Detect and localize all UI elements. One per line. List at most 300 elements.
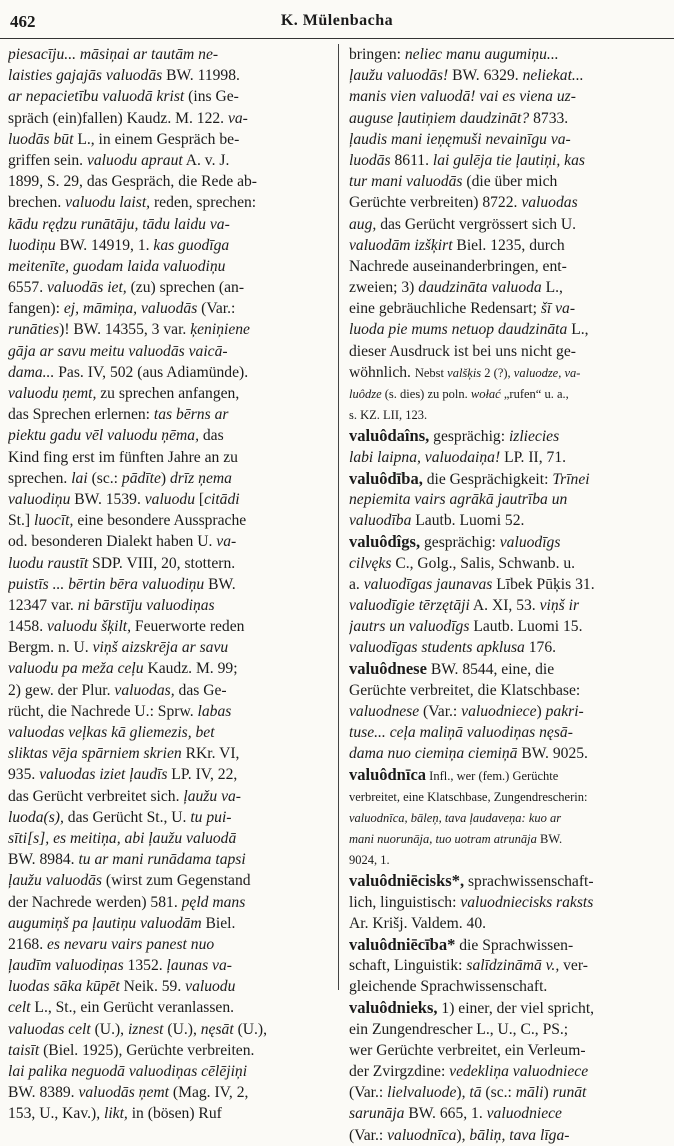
text-segment: 1899, S. 29, das Gespräch, die Rede ab-: [8, 173, 258, 191]
text-line: [8, 44, 326, 65]
text-segment: valuodās iet,: [46, 279, 127, 297]
text-segment: [: [195, 490, 205, 508]
text-segment: LP. IV, 22,: [167, 766, 238, 784]
text-line: [8, 150, 326, 171]
text-line: [349, 1103, 667, 1124]
text-segment: BW. 8984.: [8, 851, 79, 869]
text-segment: (U.),: [233, 1020, 268, 1038]
text-line: [8, 214, 326, 235]
text-line: [8, 447, 326, 468]
text-segment: 9024, 1.: [349, 853, 390, 868]
text-segment: valuodniece: [486, 1105, 562, 1123]
text-segment: valšķis: [447, 365, 482, 380]
text-segment: 2) gew. der Plur.: [8, 681, 115, 699]
text-segment: (U.),: [90, 1020, 128, 1038]
text-segment: valuodu šķilt,: [46, 618, 132, 636]
text-segment: valuodze, va-: [513, 365, 581, 380]
text-segment: tur mani valuodās: [349, 173, 463, 191]
text-segment: das Gerücht vergrössert sich U.: [376, 215, 577, 233]
text-segment: sprachwissenschaft-: [464, 873, 594, 891]
text-segment: aug,: [349, 215, 377, 233]
text-segment: va-: [216, 533, 237, 551]
text-segment: valuodu ņemt,: [8, 385, 97, 402]
text-segment: wöhnlich.: [349, 363, 415, 381]
text-line: [349, 1125, 667, 1146]
text-line: [8, 298, 326, 319]
text-segment: 12347 var.: [8, 596, 78, 614]
text-segment: iznest: [127, 1020, 164, 1038]
text-segment: ļaudis mani ieņęmuši nevainīgu va-: [349, 130, 571, 148]
text-segment: 8733.: [529, 109, 569, 127]
text-segment: ļaužu va-: [183, 787, 241, 805]
text-segment: das Sprechen erlernen:: [8, 406, 154, 424]
text-segment: Neik. 59.: [119, 978, 186, 996]
text-segment: luôdze: [349, 387, 382, 401]
text-segment: valuodīgie tērzętāji: [349, 596, 470, 614]
text-line: [349, 616, 667, 637]
text-segment: puistīs ... bērtin bēra valuodiņu: [8, 575, 205, 593]
text-segment: lich, linguistisch:: [349, 893, 461, 911]
text-segment: celt: [8, 999, 31, 1017]
text-segment: nęsāt: [200, 1020, 234, 1038]
text-line: [349, 849, 667, 870]
text-segment: (wirst zum Gegenstand: [102, 872, 251, 890]
headword: valuôdaîns,: [349, 426, 430, 446]
text-line: [349, 150, 667, 171]
text-segment: L., in einem Gespräch be-: [73, 130, 240, 148]
text-segment: valuodniecisks raksts: [460, 893, 594, 911]
text-segment: ): [543, 1084, 553, 1102]
text-line: [349, 447, 667, 468]
text-line: [349, 44, 667, 65]
text-segment: Lautb. Luomi 15.: [469, 618, 583, 636]
text-segment: das Gerücht St., U.: [63, 808, 191, 826]
text-segment: ļaužu valuodās!: [349, 67, 449, 85]
text-line: [8, 1103, 326, 1124]
text-segment: fangen):: [8, 300, 64, 318]
text-segment: sīti[s], es meitiņa, abi ļaužu valuodā: [8, 829, 237, 847]
text-segment: laisties gajajās valuodās: [8, 67, 163, 85]
text-segment: tas bērns ar: [153, 406, 229, 424]
text-segment: valuodnese: [349, 702, 420, 720]
text-segment: valuodu: [185, 978, 236, 996]
text-line: [349, 192, 667, 213]
text-segment: labas: [197, 702, 232, 720]
text-line: [8, 722, 326, 743]
text-segment: ej, māmiņa, valuodās: [63, 300, 198, 318]
text-segment: tu ar mani runādama tapsi: [78, 851, 246, 869]
text-segment: neliekat...: [522, 67, 584, 85]
text-segment: pęld mans: [181, 893, 246, 911]
text-segment: daudzināta valuoda: [418, 279, 542, 297]
text-segment: runāt: [552, 1084, 587, 1102]
text-segment: luodu raustīt: [8, 554, 89, 572]
text-segment: das: [198, 427, 224, 445]
text-line: [349, 404, 667, 425]
headword: valuôdniēcisks*,: [349, 871, 465, 891]
text-segment: valuodās ņemt: [78, 1084, 169, 1102]
text-line: [8, 786, 326, 807]
text-segment: eine besondere Aussprache: [73, 512, 247, 530]
text-line: [8, 892, 326, 913]
text-line: [8, 65, 326, 86]
text-line: [349, 658, 667, 679]
text-line: [8, 680, 326, 701]
text-segment: valuodām izšķirt: [349, 236, 453, 254]
text-segment: pādīte: [121, 469, 161, 487]
text-line: [349, 256, 667, 277]
text-line: [8, 277, 326, 298]
text-line: [349, 108, 667, 129]
text-segment: gesprächig:: [429, 428, 509, 446]
text-segment: 8611.: [390, 151, 433, 169]
text-segment: luodas sāka kūpēt: [8, 978, 120, 996]
text-segment: (s. dies) zu poln.: [381, 387, 471, 401]
headword: valuôdnieks,: [349, 998, 438, 1018]
text-segment: ),: [456, 1084, 470, 1102]
text-line: [349, 468, 667, 489]
headword: valuôdnīca: [349, 765, 427, 785]
text-line: [349, 680, 667, 701]
text-segment: reden, sprechen:: [150, 194, 257, 212]
text-segment: valuodīgs: [499, 534, 561, 552]
text-line: [349, 743, 667, 764]
text-line: [349, 574, 667, 595]
text-line: [8, 362, 326, 383]
running-head: K. Mülenbacha: [280, 12, 394, 29]
text-segment: BW. 9025.: [517, 745, 588, 763]
text-segment: luoda(s),: [8, 808, 64, 826]
text-line: [349, 214, 667, 235]
text-segment: der Zvirgzdine:: [349, 1063, 450, 1080]
text-segment: valuodnīca: [387, 1126, 457, 1144]
text-line: [8, 997, 326, 1018]
text-line: [8, 108, 326, 129]
text-line: [8, 404, 326, 425]
text-segment: Infl., wer (fem.) Gerüchte: [426, 769, 559, 784]
page-number: 462: [10, 12, 36, 31]
text-line: [8, 849, 326, 870]
text-segment: piesacīju... māsiņai ar tautām ne-: [8, 46, 219, 63]
text-segment: Biel.: [201, 914, 236, 932]
text-segment: ļaužu valuodās: [8, 872, 102, 890]
text-line: [349, 129, 667, 150]
text-line: [349, 955, 667, 976]
text-segment: ver-: [559, 957, 588, 975]
text-segment: runāties: [8, 321, 60, 339]
text-segment: LP. II, 71.: [500, 448, 567, 466]
text-segment: tuse... ceļa maliņā valuodiņas nęsā-: [349, 724, 573, 741]
text-line: [8, 235, 326, 256]
text-segment: (Var.:: [349, 1084, 388, 1102]
text-segment: rücht, die Nachrede U.: Sprw.: [8, 702, 198, 720]
text-line: [8, 1082, 326, 1103]
text-segment: Bergm. n. U.: [8, 639, 93, 657]
text-line: [349, 425, 667, 446]
text-segment: māli: [515, 1084, 544, 1102]
text-segment: s. KZ. LII, 123.: [349, 408, 428, 423]
text-segment: L.,: [567, 321, 589, 339]
text-segment: BW.: [536, 831, 563, 846]
text-line: [8, 637, 326, 658]
text-segment: (Mag. IV, 2,: [169, 1084, 249, 1102]
text-segment: luodiņu: [8, 236, 56, 254]
text-segment: (Var.:: [419, 702, 462, 720]
text-line: [8, 319, 326, 340]
text-line: [349, 913, 667, 934]
text-segment: L.,: [541, 279, 563, 297]
text-segment: luoda pie mums netuop daudzināta: [349, 321, 568, 339]
text-segment: sarunāja: [349, 1105, 405, 1123]
text-segment: valuodīgas students apklusa: [349, 639, 525, 657]
text-segment: (Biel. 1925), Gerüchte verbreiten.: [39, 1041, 255, 1059]
text-line: [8, 510, 326, 531]
text-segment: šī va-: [540, 300, 576, 318]
text-segment: BW. 8389.: [8, 1084, 79, 1102]
text-line: [8, 955, 326, 976]
text-line: [8, 468, 326, 489]
text-segment: (Var.:: [197, 300, 236, 318]
text-line: [349, 722, 667, 743]
text-segment: (sc.:: [481, 1084, 516, 1102]
text-segment: Nebst: [414, 365, 448, 380]
text-segment: L., St., ein Gerücht veranlassen.: [30, 999, 235, 1017]
text-segment: (U.),: [163, 1020, 201, 1038]
text-segment: valuodu apraut: [86, 151, 183, 169]
headword: valuôdība,: [349, 468, 423, 488]
text-segment: BW. 11998.: [162, 67, 240, 85]
text-line: [349, 277, 667, 298]
text-line: [349, 319, 667, 340]
text-line: [349, 235, 667, 256]
text-segment: likt,: [104, 1105, 128, 1123]
text-segment: ļaudīm valuodiņas: [8, 957, 124, 975]
text-segment: va-: [227, 109, 248, 127]
text-segment: eine gebräuchliche Redensart;: [349, 300, 541, 318]
text-segment: luodās: [349, 151, 391, 169]
text-line: [8, 913, 326, 934]
text-line: [8, 171, 326, 192]
text-line: [8, 425, 326, 446]
text-line: [349, 362, 667, 383]
text-segment: 176.: [524, 639, 557, 657]
text-segment: jautrs un valuodīgs: [349, 618, 470, 636]
right-column: [349, 44, 667, 1146]
text-segment: cilvęks: [349, 554, 392, 572]
text-segment: BW. 1539.: [70, 490, 145, 508]
text-segment: Biel. 1235, durch: [452, 236, 565, 254]
text-line: [8, 574, 326, 595]
text-segment: auguse ļautiņiem daudzināt?: [349, 109, 530, 127]
text-segment: die Gesprächigkeit:: [422, 470, 553, 488]
text-segment: a.: [349, 575, 364, 593]
text-segment: luocīt,: [34, 512, 74, 530]
text-segment: (sc.:: [87, 469, 122, 487]
text-segment: pakri-: [545, 702, 584, 720]
text-line: [349, 383, 667, 404]
text-segment: luodās būt: [8, 130, 74, 148]
headword: valuôdniēcība*: [349, 934, 456, 954]
text-segment: drīz ņema: [169, 469, 232, 487]
text-segment: tā: [469, 1084, 482, 1102]
text-segment: Nachrede auseinanderbringen, ent-: [349, 257, 567, 275]
text-segment: dieser Ausdruck ist bei uns nicht ge-: [349, 342, 576, 360]
text-segment: valuodība: [349, 512, 412, 530]
text-segment: es nevaru vairs panest nuo: [46, 935, 215, 953]
text-segment: wer Gerüchte verbreitet, ein Verleum-: [349, 1041, 586, 1059]
text-segment: tu pui-: [190, 808, 232, 826]
text-segment: valuodas: [521, 194, 578, 212]
text-segment: (zu) sprechen (an-: [126, 279, 245, 297]
text-segment: SDP. VIII, 20, stottern.: [88, 554, 236, 572]
page-header: [0, 0, 674, 39]
text-line: [8, 489, 326, 510]
text-segment: Kind fing erst im fünften Jahre an zu: [8, 448, 238, 466]
text-segment: sliktas vēja spārniem skrien: [8, 745, 182, 763]
text-segment: 2 (?),: [481, 365, 514, 380]
text-segment: C., Golg., Salis, Schwanb. u.: [391, 554, 576, 572]
text-segment: dama nuo ciemiņa ciemiņā: [349, 745, 518, 763]
text-segment: Pas. IV, 502 (aus Adiamünde).: [54, 363, 249, 381]
text-line: [8, 86, 326, 107]
text-line: [8, 764, 326, 785]
text-line: [349, 870, 667, 891]
text-segment: ļaunas va-: [166, 957, 232, 975]
text-segment: valuodas veļkas kā gliemezis, bet: [8, 724, 215, 741]
text-segment: valuodas,: [114, 681, 175, 699]
text-line: [8, 976, 326, 997]
text-line: [8, 701, 326, 722]
text-segment: 2168.: [8, 935, 47, 953]
text-line: [349, 1040, 667, 1061]
text-line: [8, 807, 326, 828]
text-segment: gleichende Sprachwissenschaft.: [349, 978, 548, 996]
text-segment: taisīt: [8, 1041, 40, 1059]
text-line: [8, 341, 326, 362]
text-segment: ķeniņiene: [190, 321, 250, 339]
text-segment: BW.: [204, 575, 236, 593]
text-segment: 153, U., Kav.),: [8, 1105, 104, 1123]
text-line: [8, 256, 326, 277]
left-column: [8, 44, 326, 1125]
text-line: [349, 595, 667, 616]
text-line: [349, 764, 667, 785]
text-line: [8, 595, 326, 616]
text-segment: Gerüchte verbreitet, die Klatschbase:: [349, 681, 581, 699]
text-segment: valuodu laist,: [65, 194, 151, 212]
text-line: [349, 701, 667, 722]
text-segment: ni bārstīju valuodiņas: [77, 596, 215, 614]
text-line: [349, 531, 667, 552]
text-segment: dama...: [8, 363, 55, 381]
text-segment: A. XI, 53.: [469, 596, 540, 614]
text-segment: 1) einer, der viel spricht,: [437, 1000, 595, 1018]
text-line: [8, 383, 326, 404]
text-line: [349, 976, 667, 997]
text-line: [8, 1019, 326, 1040]
text-line: [349, 934, 667, 955]
text-segment: BW. 14919, 1.: [55, 236, 154, 254]
text-segment: labi laipna, valuodaiņa!: [349, 448, 501, 466]
text-line: [8, 616, 326, 637]
text-segment: Gerüchte verbreiten) 8722.: [349, 194, 522, 212]
text-segment: vedekliņa valuodniece: [449, 1063, 589, 1080]
text-segment: der Nachrede werden) 581.: [8, 893, 182, 911]
text-segment: das Gerücht verbreitet sich.: [8, 787, 184, 805]
text-segment: BW. 6329.: [448, 67, 523, 85]
text-line: [8, 934, 326, 955]
text-line: [8, 531, 326, 552]
text-segment: die Sprachwissen-: [455, 936, 574, 954]
text-line: [349, 807, 667, 828]
text-segment: (ins Ge-: [184, 88, 239, 106]
text-segment: BW. 8544, eine, die: [426, 661, 555, 679]
text-segment: A. v. J.: [182, 151, 230, 169]
text-line: [349, 510, 667, 531]
text-line: [349, 828, 667, 849]
text-segment: griffen sein.: [8, 151, 87, 169]
text-segment: lielvaluode: [387, 1084, 457, 1102]
text-line: [8, 828, 326, 849]
text-line: [349, 65, 667, 86]
text-line: [8, 743, 326, 764]
text-line: [8, 1040, 326, 1061]
text-segment: izliecies: [508, 428, 560, 446]
text-segment: schaft, Linguistik:: [349, 957, 467, 975]
text-segment: valuodnīca, bāleņ, tava ļaudaveņa: kuo ar: [349, 810, 562, 825]
text-segment: bāliņ, tava līga-: [469, 1126, 570, 1144]
text-segment: )! BW. 14355, 3 var.: [59, 321, 191, 339]
text-segment: Kaudz. M. 99;: [143, 660, 238, 678]
text-line: [349, 553, 667, 574]
text-segment: kas guodīga: [153, 236, 230, 254]
text-segment: Lautb. Luomi 52.: [411, 512, 525, 530]
text-line: [349, 86, 667, 107]
text-segment: ar nepacietību valuodā krist: [8, 88, 185, 106]
text-segment: Feuerworte reden: [131, 618, 245, 636]
text-segment: (Var.:: [349, 1126, 388, 1144]
text-segment: valuodniece: [461, 702, 537, 720]
text-segment: valuodas celt: [8, 1020, 91, 1038]
text-line: [349, 489, 667, 510]
text-segment: RKr. VI,: [181, 745, 240, 763]
text-segment: 1458.: [8, 618, 47, 636]
text-segment: BW. 665, 1.: [404, 1105, 487, 1123]
text-segment: ): [536, 702, 546, 720]
text-segment: nepiemita vairs agrākā jautrība un: [349, 490, 568, 508]
text-segment: viņš aizskrēja ar savu: [92, 639, 229, 657]
text-segment: (die über mich: [462, 173, 558, 191]
text-segment: valuodīgas jaunavas: [363, 575, 493, 593]
text-line: [8, 192, 326, 213]
text-line: [349, 892, 667, 913]
text-segment: ),: [456, 1126, 470, 1144]
text-segment: augumiņš pa ļautiņu valuodām: [8, 914, 202, 932]
text-line: [349, 171, 667, 192]
text-segment: piektu gadu vēl valuodu ņēma,: [8, 427, 199, 445]
text-line: [349, 298, 667, 319]
text-segment: salīdzināmā v.,: [466, 957, 560, 975]
text-segment: wołać: [470, 387, 501, 401]
text-segment: Ar. Krišj. Valdem. 40.: [349, 914, 487, 932]
text-segment: valuodu pa meža ceļu: [8, 660, 144, 678]
text-segment: lai: [71, 469, 88, 487]
text-segment: mani nuorunāja, tuo uotram atrunāja: [349, 831, 537, 846]
text-segment: 1352.: [123, 957, 167, 975]
text-segment: brechen.: [8, 194, 66, 212]
text-segment: citādi: [204, 490, 240, 508]
text-segment: verbreitet, eine Klatschbase, Zungendrescherin:: [349, 789, 588, 804]
